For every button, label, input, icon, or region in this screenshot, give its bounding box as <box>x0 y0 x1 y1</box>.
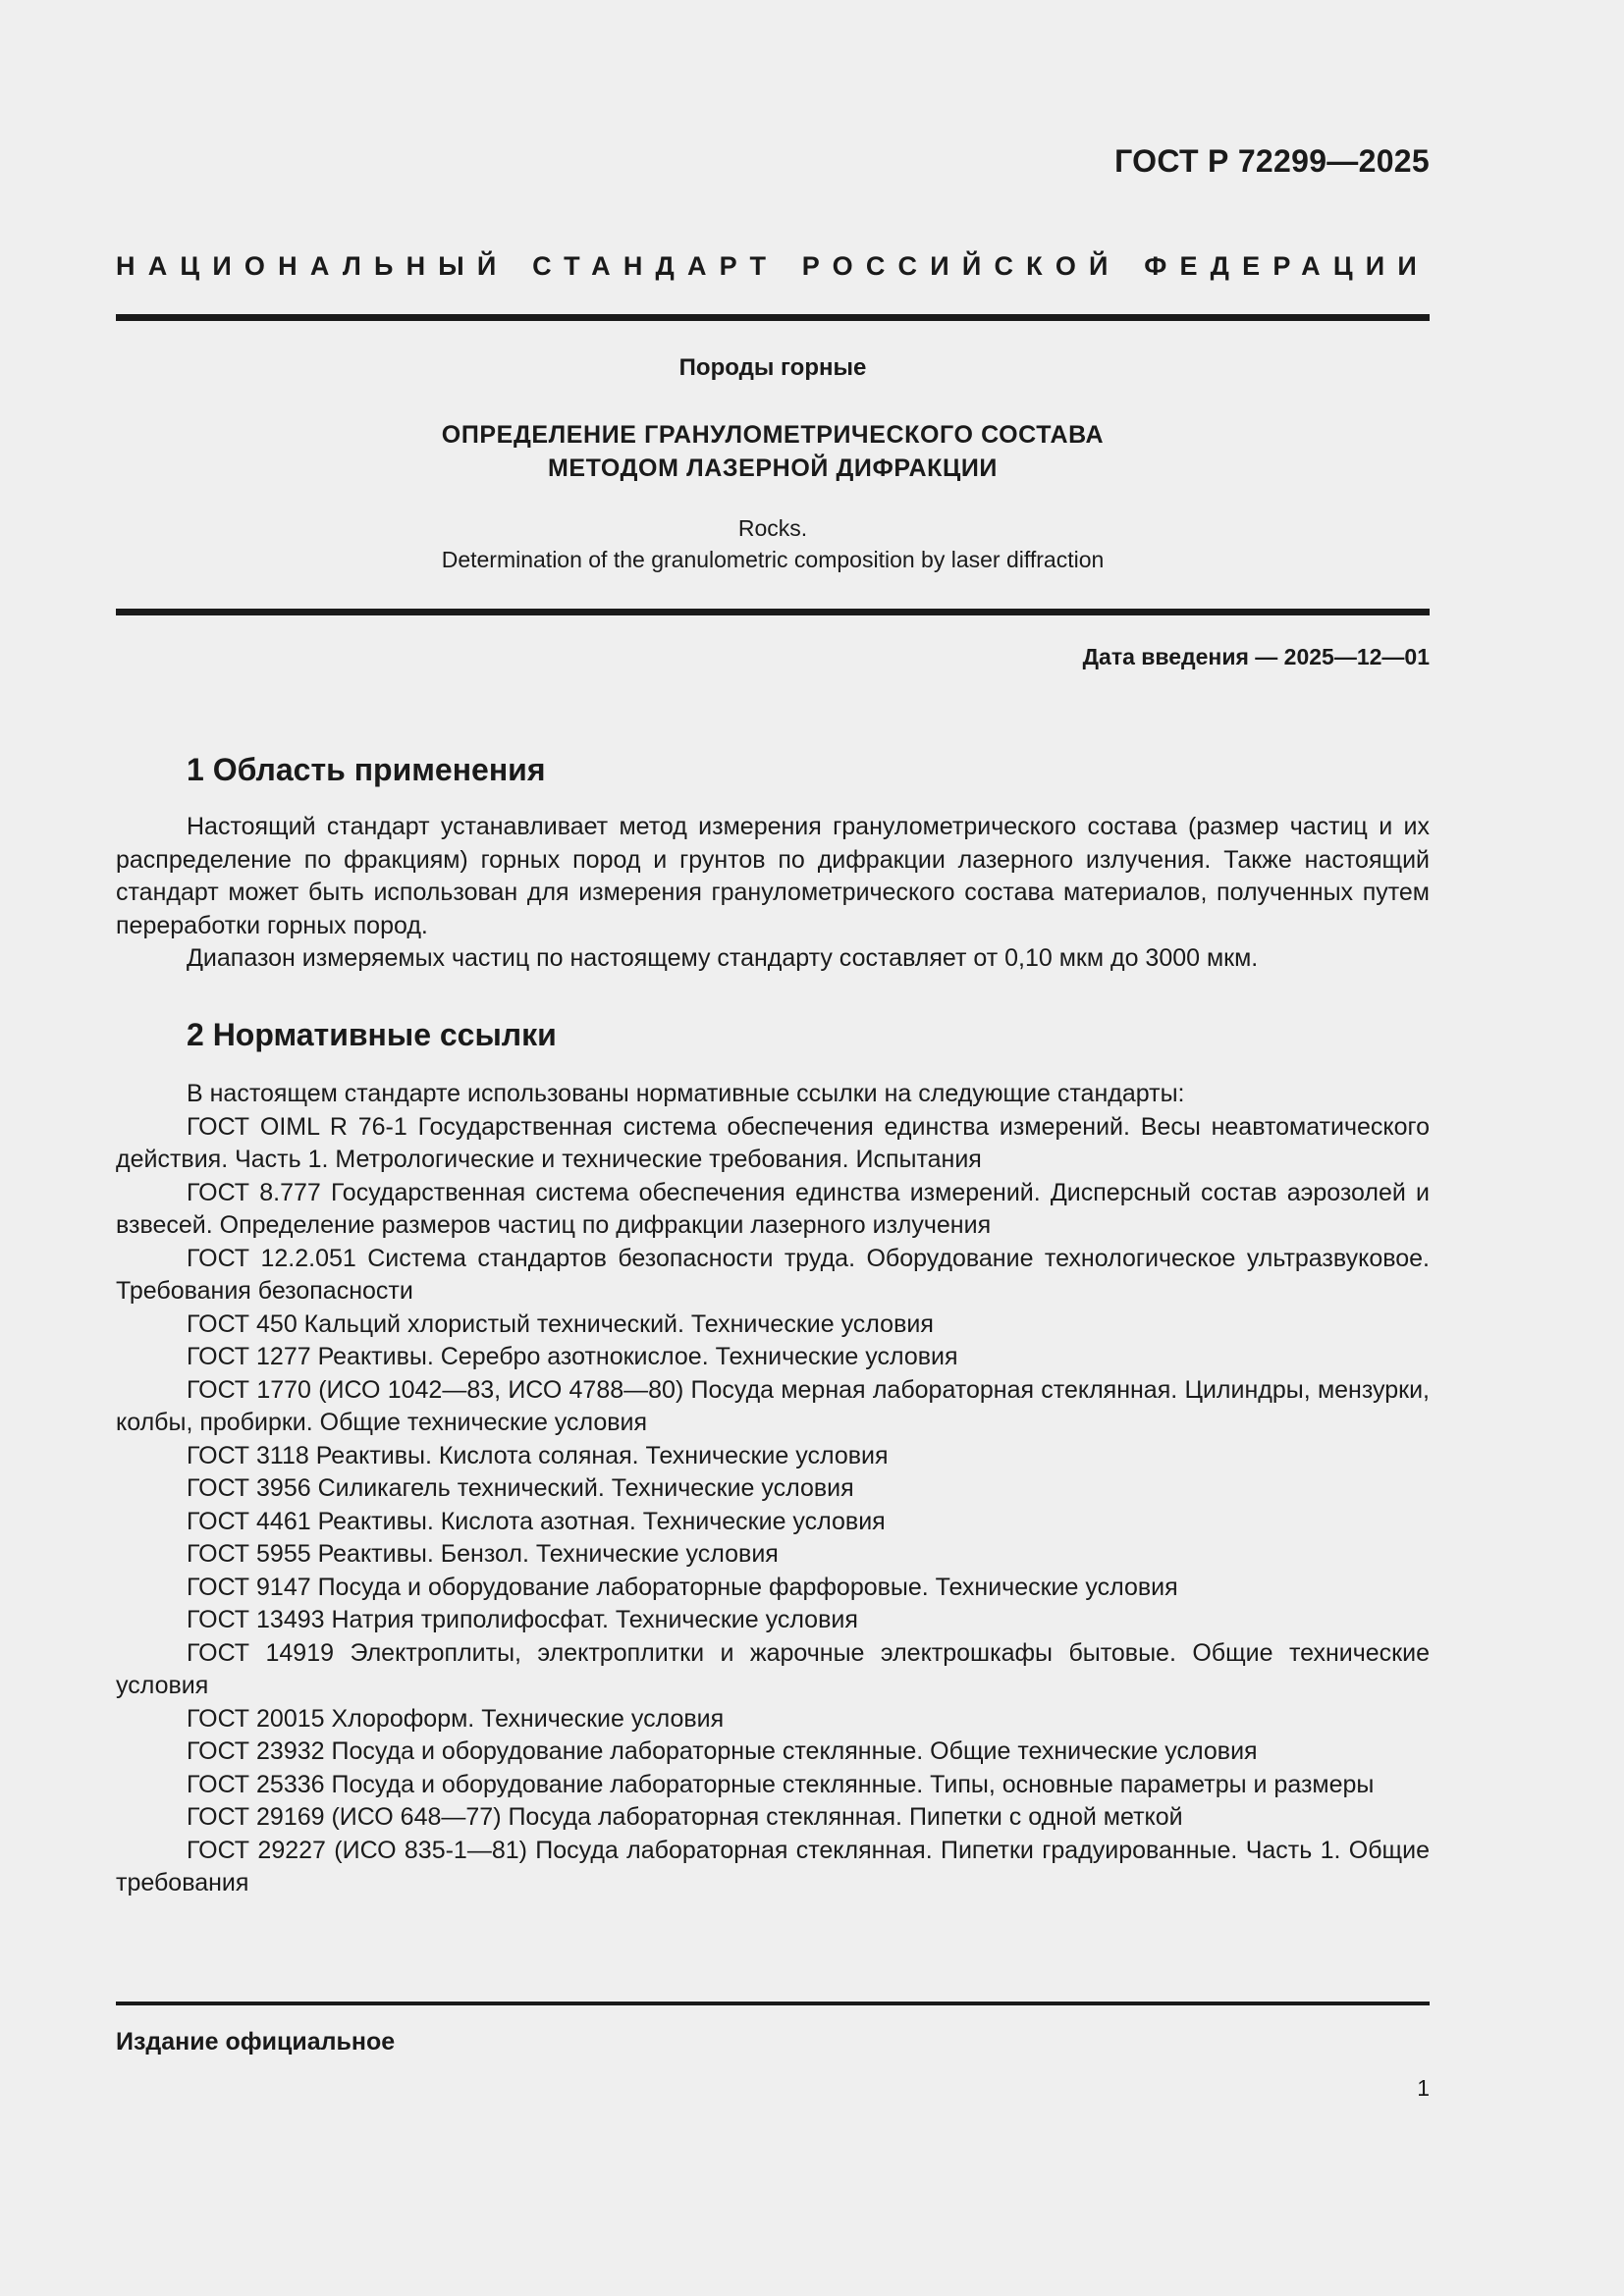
reference-item: ГОСТ 29227 (ИСО 835-1—81) Посуда лабораторная стеклянная. Пипетки градуированные. Часть 1. Общие требования <box>116 1836 1430 1896</box>
reference-item: ГОСТ 450 Кальций хлористый технический. Технические условия <box>187 1309 934 1338</box>
subject-title: Породы горные <box>678 354 867 381</box>
main-title-line-2: МЕТОДОМ ЛАЗЕРНОЙ ДИФРАКЦИИ <box>547 454 999 482</box>
reference-item: ГОСТ 3956 Силикагель технический. Технические условия <box>187 1474 854 1502</box>
reference-item: ГОСТ 9147 Посуда и оборудование лабораторные фарфоровые. Технические условия <box>187 1573 1178 1601</box>
english-title-line-1: Rocks. <box>737 515 808 541</box>
reference-item: ГОСТ 25336 Посуда и оборудование лабораторные стеклянные. Типы, основные параметры и размеры <box>187 1770 1375 1798</box>
main-title-line-1: ОПРЕДЕЛЕНИЕ ГРАНУЛОМЕТРИЧЕСКОГО СОСТАВА <box>441 421 1105 449</box>
official-edition-label: Издание официальное <box>116 2028 396 2056</box>
title-bottom-rule <box>116 609 1430 615</box>
english-title-line-2: Determination of the granulometric composition by laser diffraction <box>441 547 1105 572</box>
reference-item: ГОСТ 1277 Реактивы. Серебро азотнокислое. Технические условия <box>187 1343 958 1370</box>
reference-item: ГОСТ 13493 Натрия триполифосфат. Технические условия <box>187 1606 858 1633</box>
section-1-heading: 1 Область применения <box>187 752 546 787</box>
reference-item: ГОСТ OIML R 76-1 Государственная система обеспечения единства измерений. Весы неавтоматического действия. Часть 1. Метрологические и технические требования. Испытания <box>116 1112 1430 1173</box>
reference-item: ГОСТ 20015 Хлороформ. Технические условия <box>187 1704 725 1733</box>
english-title <box>116 512 1430 575</box>
section-2-heading: 2 Нормативные ссылки <box>187 1017 557 1052</box>
reference-item: ГОСТ 12.2.051 Система стандартов безопасности труда. Оборудование технологическое ультразвуковое. Требования безопасности <box>116 1244 1430 1305</box>
main-title <box>116 418 1430 485</box>
page-number: 1 <box>1417 2075 1430 2101</box>
document-page <box>116 0 1430 2296</box>
section-2-body <box>116 1078 1430 1900</box>
reference-item: ГОСТ 23932 Посуда и оборудование лабораторные стеклянные. Общие технические условия <box>187 1737 1258 1765</box>
reference-item: ГОСТ 1770 (ИСО 1042—83, ИСО 4788—80) Посуда мерная лабораторная стеклянная. Цилиндры, мензурки, колбы, пробирки. Общие технические условия <box>116 1375 1430 1436</box>
introduction-date: Дата введения — 2025—12—01 <box>1082 644 1430 669</box>
top-rule <box>116 314 1430 321</box>
paragraph: Диапазон измеряемых частиц по настоящему стандарту составляет от 0,10 мкм до 3000 мкм. <box>187 944 1259 972</box>
section-1-body <box>116 811 1430 976</box>
reference-item: ГОСТ 14919 Электроплиты, электроплитки и жарочные электрошкафы бытовые. Общие технические условия <box>116 1638 1430 1699</box>
footer-rule <box>116 2002 1430 2005</box>
national-standard-banner: НАЦИОНАЛЬНЫЙ СТАНДАРТ РОССИЙСКОЙ ФЕДЕРАЦИИ <box>116 251 1430 281</box>
reference-item: ГОСТ 29169 (ИСО 648—77) Посуда лабораторная стеклянная. Пипетки с одной меткой <box>187 1803 1183 1831</box>
paragraph: В настоящем стандарте использованы нормативные ссылки на следующие стандарты: <box>187 1080 1185 1107</box>
reference-item: ГОСТ 8.777 Государственная система обеспечения единства измерений. Дисперсный состав аэрозолей и взвесей. Определение размеров частиц по дифракции лазерного излучения <box>116 1178 1430 1239</box>
reference-item: ГОСТ 5955 Реактивы. Бензол. Технические условия <box>187 1540 779 1568</box>
reference-item: ГОСТ 3118 Реактивы. Кислота соляная. Технические условия <box>187 1441 889 1469</box>
reference-item: ГОСТ 4461 Реактивы. Кислота азотная. Технические условия <box>187 1507 886 1535</box>
paragraph: Настоящий стандарт устанавливает метод измерения гранулометрического состава (размер частиц и их распределение по фракциям) горных пород и грунтов по дифракции лазерного излучения. Также настоящий стандарт может быть использован для измерения гранулометрического состава материалов, полученных путем переработки горных пород. <box>116 813 1430 939</box>
document-id: ГОСТ Р 72299—2025 <box>1114 143 1430 179</box>
